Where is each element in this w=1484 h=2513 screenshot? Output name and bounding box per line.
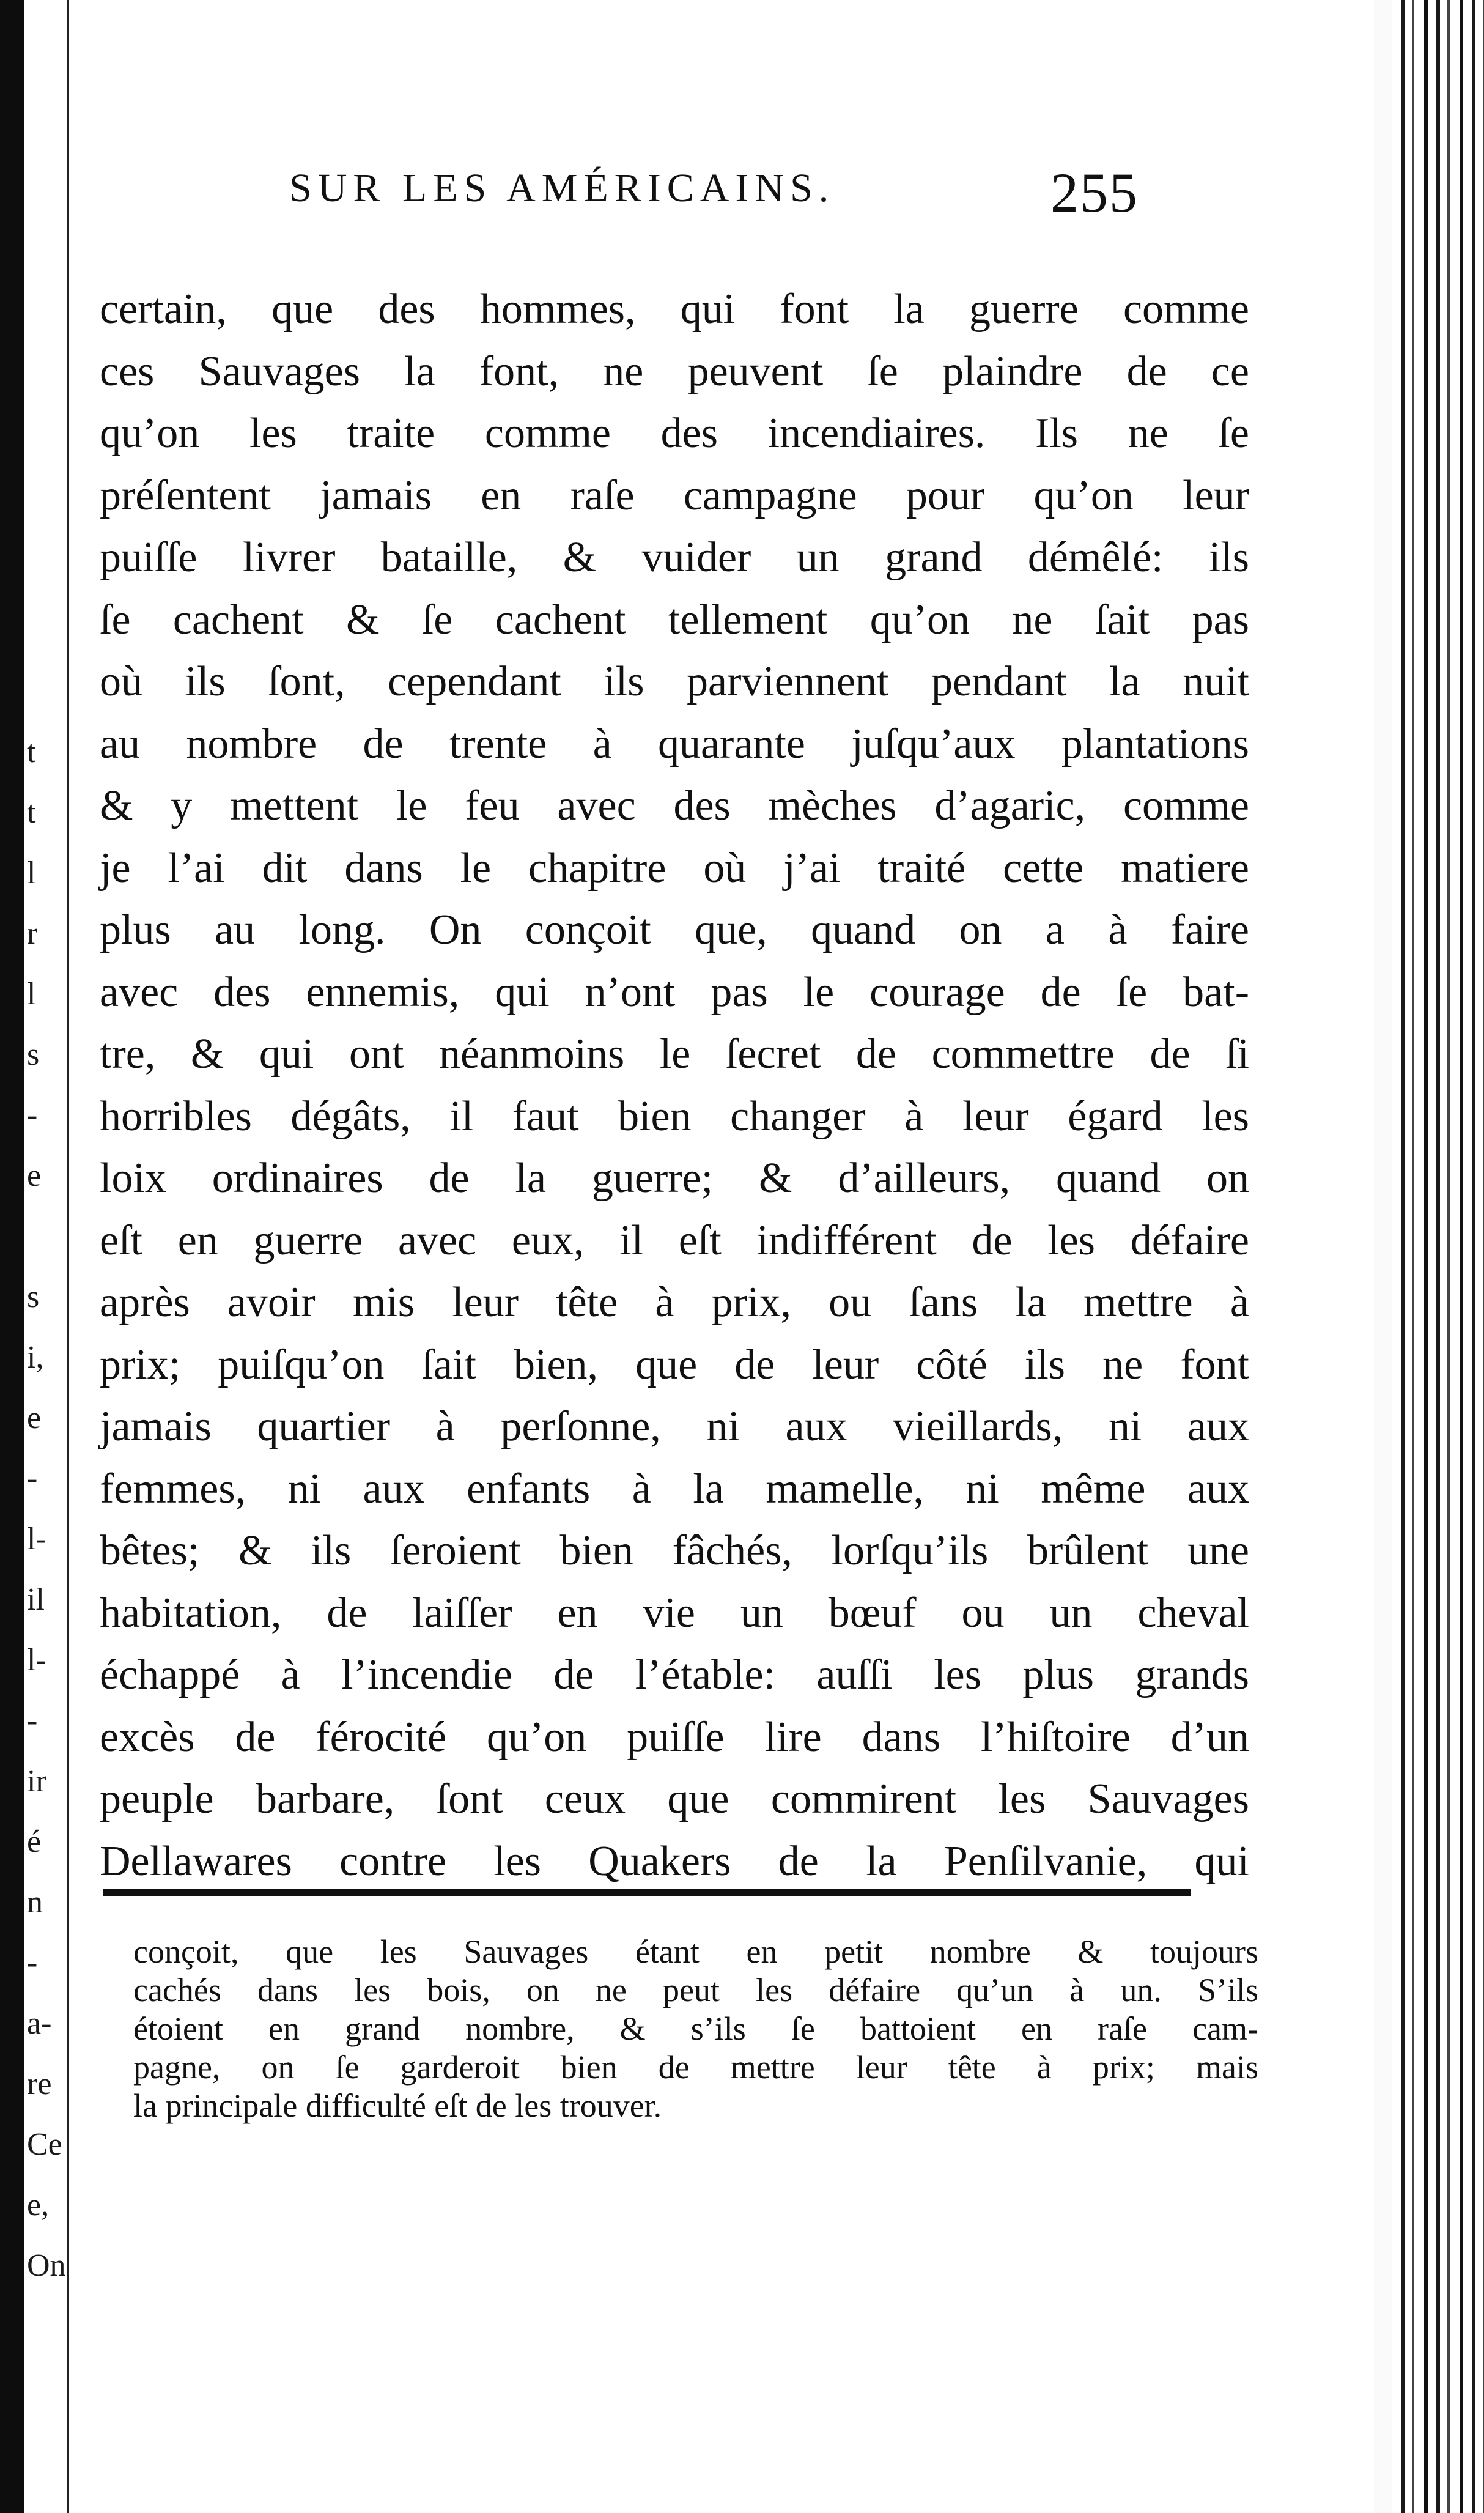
body-line: échappé à l’incendie de l’étable: auſſi les plus grands [100, 1651, 1249, 1698]
book-gutter-edge [0, 0, 24, 2513]
body-line: prix; puiſqu’on ſait bien, que de leur côté ils ne font [100, 1341, 1249, 1388]
facing-fragment: l [27, 977, 36, 1012]
body-line: au nombre de trente à quarante juſqu’aux plantations [100, 720, 1249, 768]
facing-fragment: - [27, 1945, 38, 1980]
page-number: 255 [1050, 161, 1139, 224]
footnote-line: pagne, on ſe garderoit bien de mettre leur tête à prix; mais [133, 2049, 1258, 2086]
body-line: ces Sauvages la font, ne peuvent ſe plaindre de ce [100, 347, 1249, 395]
body-line: femmes, ni aux enfants à la mamelle, ni même aux [100, 1465, 1249, 1512]
running-head: SUR LES AMÉRICAINS. [289, 166, 835, 210]
facing-fragment: - [27, 1098, 38, 1133]
body-line: certain, que des hommes, qui font la guerre comme [100, 286, 1249, 333]
facing-page-fragments [27, 722, 66, 2296]
body-line: excès de férocité qu’on puiſſe lire dans l’hiſtoire d’un [100, 1713, 1249, 1761]
facing-fragment: t [27, 795, 36, 830]
body-line: préſentent jamais en raſe campagne pour qu’on leur [100, 472, 1249, 519]
body-line: Dellawares contre les Quakers de la Penſilvanie, qui [100, 1837, 1249, 1885]
body-line: bêtes; & ils ſeroient bien fâchés, lorſqu’ils brûlent une [100, 1527, 1249, 1574]
body-line: je l’ai dit dans le chapitre où j’ai traité cette matiere [100, 844, 1249, 892]
body-text [100, 278, 1249, 1892]
footnote-line: cachés dans les bois, on ne peut les défaire qu’un à un. S’ils [133, 1972, 1258, 2008]
facing-fragment: a- [27, 2006, 52, 2041]
body-line: tre, & qui ont néanmoins le ſecret de commettre de ſi [100, 1031, 1249, 1078]
body-line: après avoir mis leur tête à prix, ou ſans la mettre à [100, 1279, 1249, 1326]
body-line: qu’on les traite comme des incendiaires. Ils ne ſe [100, 410, 1249, 457]
facing-fragment: e, [27, 2188, 50, 2222]
footnote-line: étoient en grand nombre, & s’ils ſe battoient en raſe cam- [133, 2010, 1258, 2047]
facing-fragment: - [27, 1703, 38, 1738]
footnote-rule [103, 1889, 1191, 1896]
body-line: eſt en guerre avec eux, il eſt indifférent de les défaire [100, 1216, 1249, 1264]
footnote-line: conçoit, que les Sauvages étant en petit nombre & toujours [133, 1933, 1258, 1970]
body-line: habitation, de laiſſer en vie un bœuf ou un cheval [100, 1589, 1249, 1637]
body-line: peuple barbare, ſont ceux que commirent les Sauvages [100, 1775, 1249, 1823]
page-edge-binding [1392, 0, 1484, 2513]
facing-fragment: l- [27, 1522, 46, 1556]
facing-fragment: é [27, 1824, 42, 1859]
facing-fragment: l- [27, 1643, 46, 1678]
facing-fragment: - [27, 1461, 38, 1496]
body-line: où ils ſont, cependant ils parviennent pendant la nuit [100, 658, 1249, 705]
facing-fragment: ir [27, 1764, 46, 1799]
facing-fragment: Ce [27, 2127, 62, 2162]
facing-fragment: re [27, 2067, 52, 2101]
facing-fragment: e [27, 1158, 42, 1193]
body-line: avec des ennemis, qui n’ont pas le courage de ſe bat- [100, 968, 1249, 1016]
body-line: ſe cachent & ſe cachent tellement qu’on ne ſait pas [100, 596, 1249, 643]
facing-fragment: n [27, 1885, 43, 1920]
body-line: plus au long. On conçoit que, quand on a à faire [100, 906, 1249, 953]
facing-fragment: il [27, 1582, 45, 1617]
body-line: jamais quartier à perſonne, ni aux vieillards, ni aux [100, 1403, 1249, 1450]
facing-fragment: t [27, 735, 36, 769]
body-line: loix ordinaires de la guerre; & d’ailleurs, quand on [100, 1155, 1249, 1202]
body-line: puiſſe livrer bataille, & vuider un grand démêlé: ils [100, 534, 1249, 581]
facing-fragment: s [27, 1037, 40, 1072]
body-line: horribles dégâts, il faut bien changer à leur égard les [100, 1092, 1249, 1140]
facing-fragment [27, 1206, 66, 1267]
facing-fragment: On [27, 2248, 66, 2283]
body-line: & y mettent le feu avec des mèches d’agaric, comme [100, 782, 1249, 829]
facing-fragment: e [27, 1401, 42, 1435]
footnote-line: la principale difficulté eſt de les trouver. [133, 2087, 662, 2124]
facing-fragment: r [27, 916, 38, 951]
footnote [133, 1933, 1258, 2125]
facing-fragment: s [27, 1279, 40, 1314]
book-page [69, 0, 1392, 2513]
facing-fragment: l [27, 856, 36, 890]
facing-fragment: i, [27, 1340, 44, 1375]
